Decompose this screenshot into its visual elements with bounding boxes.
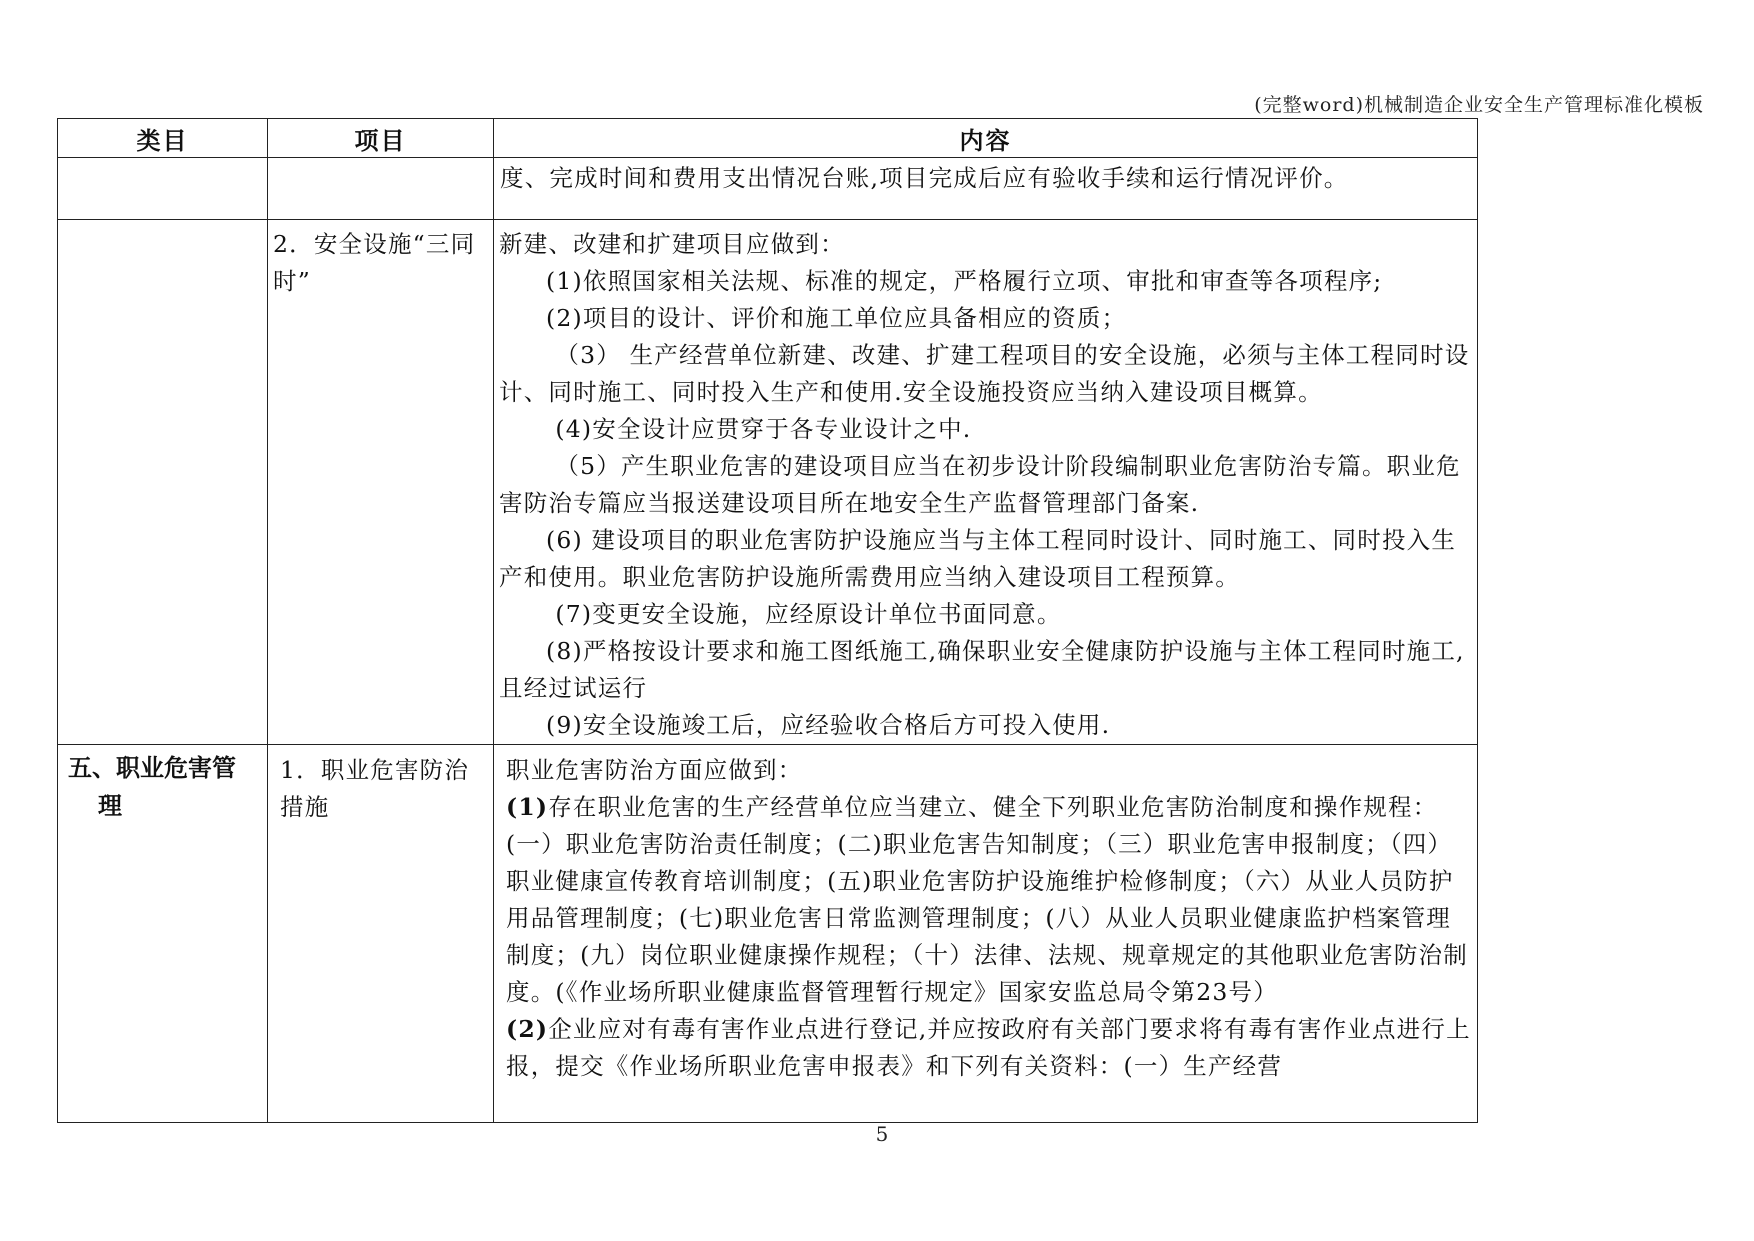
document-title-header: (完整word)机械制造企业安全生产管理标准化模板 [1254, 94, 1704, 116]
content-paragraph: (2)项目的设计、评价和施工单位应具备相应的资质； [546, 304, 1127, 332]
column-header-item: 项目 [268, 119, 494, 158]
content-paragraph: (4)安全设计应贯穿于各专业设计之中. [555, 415, 972, 443]
column-header-content: 内容 [494, 119, 1478, 158]
item-cell [268, 745, 494, 1123]
content-cell [494, 158, 1478, 220]
content-paragraph: 新建、改建和扩建项目应做到： [499, 230, 845, 258]
paragraph-number: (2) [506, 1015, 549, 1043]
content-paragraph: (1)依照国家相关法规、标准的规定，严格履行立项、审批和审查等各项程序; [546, 267, 1383, 295]
page-number: 5 [875, 1122, 889, 1146]
content-paragraph: 度、完成时间和费用支出情况台账,项目完成后应有验收手续和运行情况评价。 [500, 164, 1349, 192]
category-label: 理 [98, 791, 122, 820]
standards-table [57, 118, 1478, 1123]
content-paragraph: （3） 生产经营单位新建、改建、扩建工程项目的安全设施，必须与主体工程同时设计、同时施工、同时投入生产和使用.安全设施投资应当纳入建设项目概算。 [499, 341, 1470, 406]
item-label: 1．职业危害防治措施 [280, 756, 470, 821]
category-cell [58, 220, 268, 745]
category-cell [58, 158, 268, 220]
column-header-category: 类目 [58, 119, 268, 158]
item-label: 2．安全设施“三同时” [273, 230, 476, 295]
table-row [58, 220, 1478, 745]
content-paragraph: (2)企业应对有毒有害作业点进行登记,并应按政府有关部门要求将有毒有害作业点进行上报，提交《作业场所职业危害申报表》和下列有关资料：(一）生产经营 [506, 1015, 1471, 1080]
content-paragraph: (6) 建设项目的职业危害防护设施应当与主体工程同时设计、同时施工、同时投入生产和使用。职业危害防护设施所需费用应当纳入建设项目工程预算。 [499, 526, 1457, 591]
paragraph-number: (1) [506, 793, 549, 821]
content-cell [494, 745, 1478, 1123]
content-paragraph: (7)变更安全设施，应经原设计单位书面同意。 [555, 600, 1062, 628]
content-paragraph: (9)安全设施竣工后，应经验收合格后方可投入使用. [546, 711, 1111, 739]
category-label: 五、职业危害管 [68, 753, 236, 782]
content-paragraph: 职业危害防治方面应做到： [506, 756, 803, 784]
item-cell [268, 158, 494, 220]
table-header-row [58, 119, 1478, 158]
content-paragraph: (8)严格按设计要求和施工图纸施工,确保职业安全健康防护设施与主体工程同时施工,且经过试运行 [499, 637, 1465, 702]
item-cell [268, 220, 494, 745]
content-cell [494, 220, 1478, 745]
content-paragraph: （5）产生职业危害的建设项目应当在初步设计阶段编制职业危害防治专篇。职业危害防治专篇应当报送建设项目所在地安全生产监督管理部门备案. [499, 452, 1461, 517]
table-row [58, 745, 1478, 1123]
table-row [58, 158, 1478, 220]
category-cell [58, 745, 268, 1123]
content-paragraph: (1)存在职业危害的生产经营单位应当建立、健全下列职业危害防治制度和操作规程：(一）职业危害防治责任制度；(二)职业危害告知制度；（三）职业危害申报制度；（四）职业健康宣传教育培训制度；(五)职业危害防护设施维护检修制度；（六）从业人员防护用品管理制度；(七)职业危害日常监测管理制度；(八）从业人员职业健康监护档案管理制度；(九）岗位职业健康操作规程；（十）法律、法规、规章规定的其他职业危害防治制度。(《作业场所职业健康监督管理暂行规定》国家安监总局令第23号） [506, 793, 1468, 1006]
